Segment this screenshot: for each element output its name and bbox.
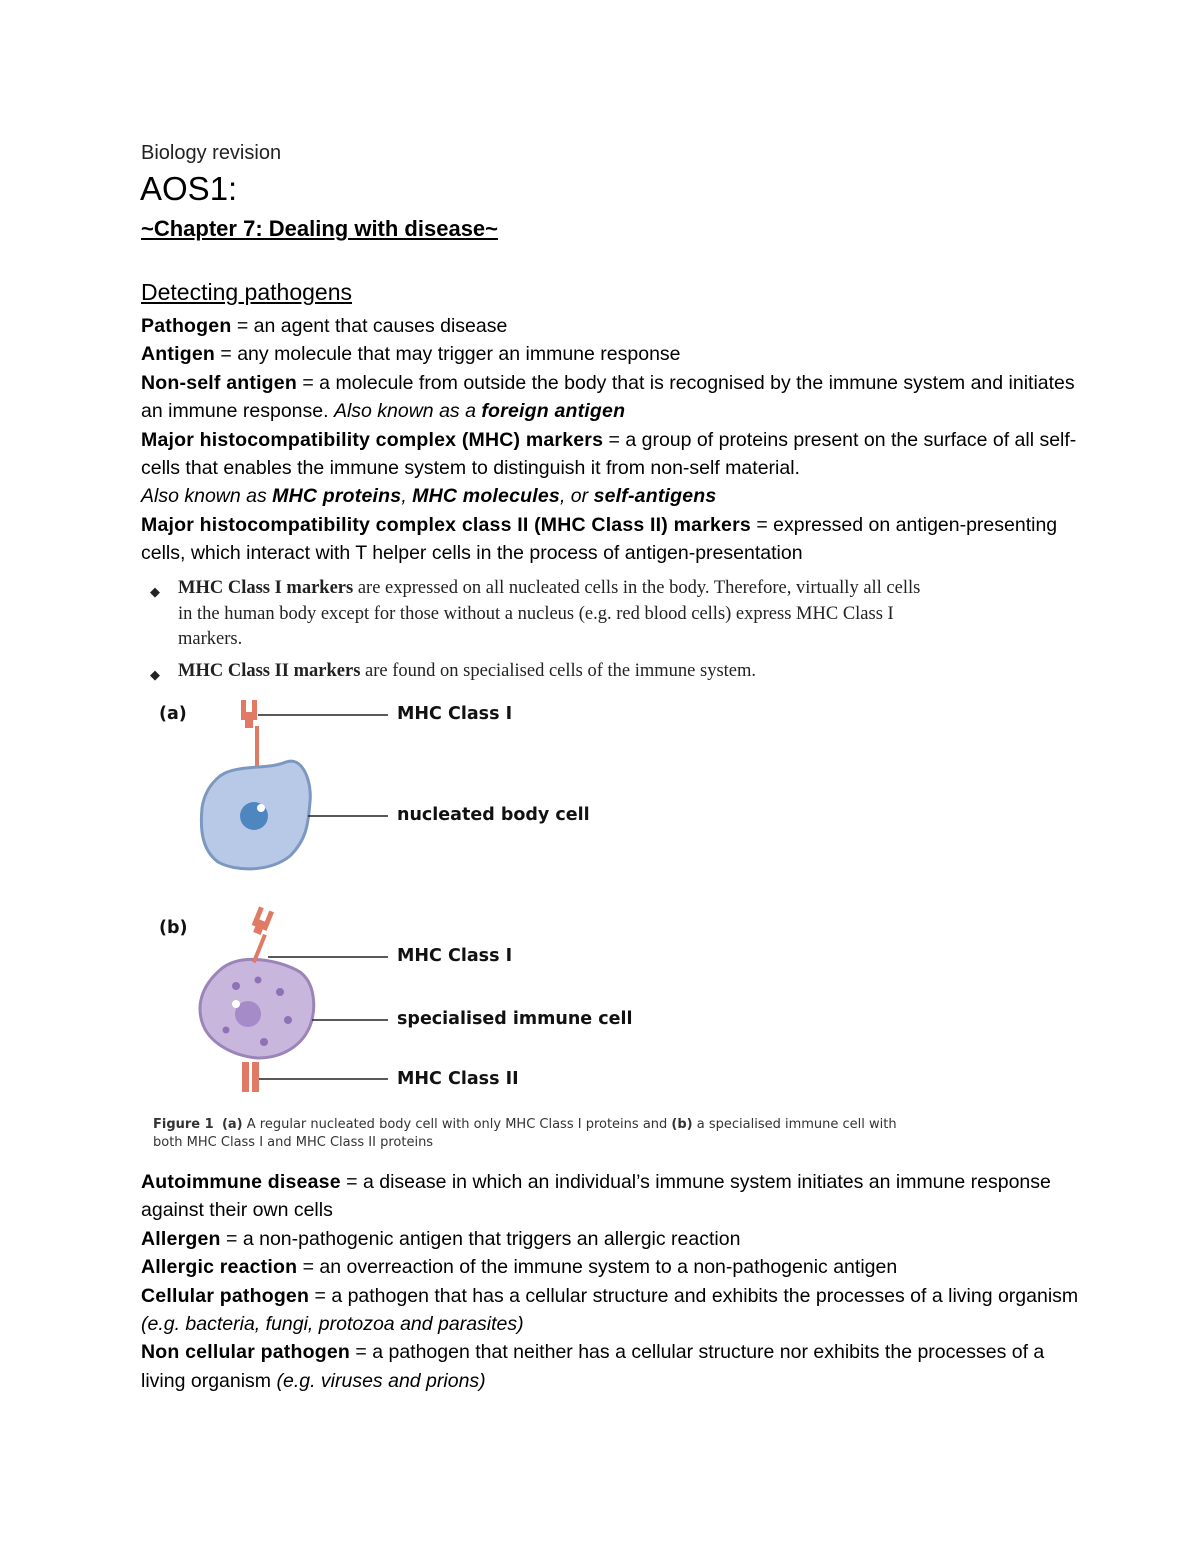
term: Allergen — [141, 1227, 221, 1250]
definition-allergic-reaction — [141, 1253, 1081, 1281]
definition-autoimmune-disease — [141, 1168, 1081, 1225]
definition-example: (e.g. viruses and prions) — [276, 1369, 486, 1392]
definition-text: = a non-pathogenic antigen that triggers an allergic reaction — [220, 1227, 741, 1250]
panel-a-label: (a) — [159, 704, 187, 724]
caption-text: a specialised immune cell with both MHC Class I and MHC Class II proteins — [153, 1117, 897, 1150]
bullet-text — [178, 659, 756, 688]
bullet-bold: MHC Class I markers — [178, 578, 354, 598]
definition-text: = a disease in which an individual’s immune system initiates an immune response against their own cells — [141, 1171, 1051, 1222]
section-heading: Detecting pathogens — [141, 279, 352, 305]
aka-sep: , or — [559, 485, 594, 508]
term: Non-self antigen — [141, 371, 297, 394]
definition-mhc-class-ii — [141, 511, 1081, 568]
definition-cellular-pathogen — [141, 1282, 1081, 1339]
body-cell-illustration — [201, 761, 310, 869]
definition-text: = expressed on antigen-presenting cells, which interact with T helper cells in the process of antigen-presentation — [141, 513, 1058, 565]
term: Antigen — [141, 343, 215, 366]
definition-antigen — [141, 340, 1081, 368]
nucleus-highlight — [232, 1000, 240, 1008]
definition-allergen — [141, 1225, 1081, 1253]
aos-heading: AOS1: — [140, 170, 238, 207]
definition-text: = any molecule that may trigger an immune response — [214, 343, 681, 366]
caption-figure-number: Figure 1 — [153, 1117, 214, 1132]
nucleated-body-cell-label: nucleated body cell — [397, 805, 590, 825]
definition-text: = a pathogen that has a cellular structure and exhibits the processes of a living organism — [309, 1284, 1079, 1307]
aka-term: self-antigens — [593, 485, 717, 508]
definition-text: = a molecule from outside the body that is recognised by the immune system and initiates an immune response. — [141, 371, 1075, 423]
chapter-heading: ~Chapter 7: Dealing with disease~ — [141, 216, 499, 241]
caption-panel-a: (a) — [221, 1117, 243, 1132]
term: Autoimmune disease — [141, 1171, 341, 1193]
definition-example: (e.g. bacteria, fungi, protozoa and parasites) — [141, 1313, 524, 1336]
document-title: Biology revision — [141, 142, 282, 164]
nucleus-highlight — [257, 804, 265, 812]
definition-non-self-antigen — [141, 369, 1081, 426]
caption-text: A regular nucleated body cell with only MHC Class I proteins and — [242, 1117, 672, 1132]
bullet-body: are expressed on all nucleated cells in the body. Therefore, virtually all cells in the human body except for those without a nucleus (e.g. red blood cells) express MHC Class I markers. — [178, 578, 921, 649]
mhc-class-ii-label: MHC Class II — [397, 1069, 519, 1089]
definitions-bottom — [141, 1168, 1081, 1395]
term: Major histocompatibility complex (MHC) markers — [141, 428, 604, 451]
definitions-top — [141, 312, 1081, 568]
diamond-bullet-icon: ◆ — [150, 666, 160, 682]
term: Allergic reaction — [141, 1256, 298, 1279]
immune-cell-illustration — [200, 959, 314, 1058]
list-item — [150, 659, 930, 688]
definition-text: = an agent that causes disease — [231, 315, 508, 337]
aka-prefix: Also known as a — [333, 400, 482, 423]
mhc-class-ii-marker — [242, 1062, 259, 1092]
caption-panel-b: (b) — [671, 1117, 693, 1132]
term: Non cellular pathogen — [141, 1341, 350, 1364]
definition-text: = a pathogen that neither has a cellular structure nor exhibits the processes of a living organism — [141, 1341, 1045, 1392]
mhc-figure — [140, 690, 940, 1160]
aka-prefix: Also known as — [141, 485, 273, 508]
definition-text: = a group of proteins present on the surface of all self-cells that enables the immune system to distinguish it from non-self material. — [141, 428, 1077, 480]
aka-term: MHC molecules — [412, 485, 560, 508]
figure-caption — [153, 1116, 913, 1152]
aka-term: foreign antigen — [481, 400, 626, 423]
cell-diagram — [140, 690, 940, 1120]
bullet-body: are found on specialised cells of the immune system. — [360, 660, 757, 681]
definition-text: = an overreaction of the immune system to a non-pathogenic antigen — [297, 1256, 898, 1279]
mhc-class-i-marker-a — [241, 700, 259, 766]
bullet-bold: MHC Class II markers — [178, 660, 361, 681]
term: Major histocompatibility complex class II (MHC Class II) markers — [141, 513, 751, 536]
mhc-aka-line — [141, 482, 1081, 510]
term: Pathogen — [141, 315, 232, 337]
bullet-text — [178, 576, 930, 653]
diamond-bullet-icon: ◆ — [150, 584, 160, 599]
mhc-class-i-label: MHC Class I — [397, 946, 513, 966]
mhc-class-i-label: MHC Class I — [397, 704, 513, 724]
definition-mhc-markers — [141, 426, 1081, 483]
list-item — [150, 576, 930, 653]
definition-non-cellular-pathogen — [141, 1338, 1081, 1395]
aka-term: MHC proteins — [272, 485, 402, 508]
mhc-bullet-list — [150, 576, 930, 693]
panel-b-label: (b) — [159, 918, 188, 938]
mhc-class-i-marker-b — [239, 906, 276, 963]
specialised-immune-cell-label: specialised immune cell — [397, 1009, 633, 1029]
term: Cellular pathogen — [141, 1284, 310, 1307]
aka-sep: , — [401, 485, 413, 508]
definition-pathogen — [141, 312, 1081, 340]
